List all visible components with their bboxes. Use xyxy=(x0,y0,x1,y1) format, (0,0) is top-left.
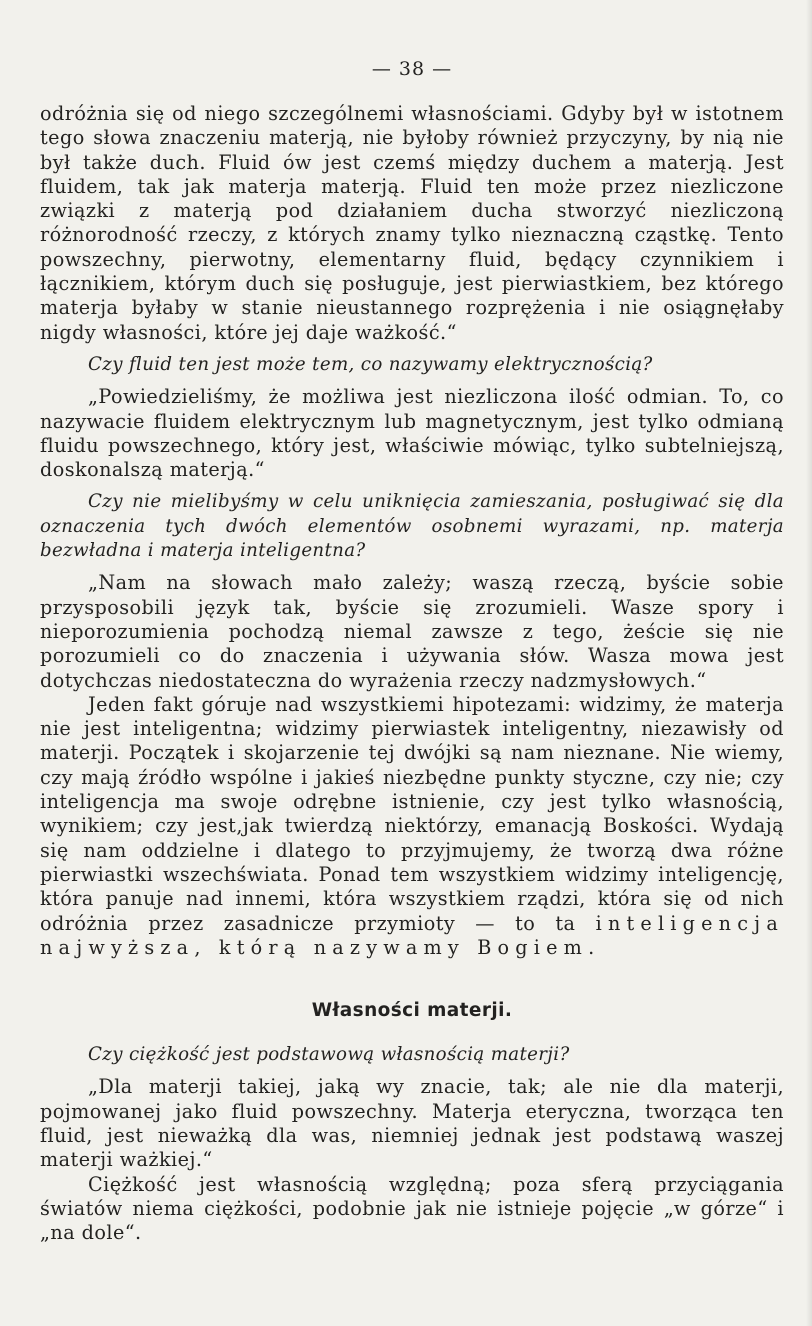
paragraph-hypotheses-spaced: inteligencja najwyższa, którą nazywamy Bogiem. xyxy=(40,911,784,959)
question-terms: Czy nie mielibyśmy w celu uniknięcia zamieszania, posługiwać się dla oznaczenia tych dwóch elementów osobnemi wyrazami, np. materja bezwładna i materja inteligentna? xyxy=(40,491,784,562)
question-electricity: Czy fluid ten jest może tem, co nazywamy elektrycznością? xyxy=(88,353,653,375)
paragraph-continuation: odróżnia się od niego szczególnemi własnościami. Gdyby był w istotnem tego słowa znaczeniu materją, nie byłoby również przyczyny, by nią nie był także duch. Fluid ów jest czemś między duchem a materją. Jest fluidem, tak jak materja materją. Fluid ten może przez niezliczone związki z materją pod działaniem ducha stworzyć niezliczoną różnorodność rzeczy, z których znamy tylko nieznaczną cząstkę. Tento powszechny, pierwotny, elementarny fluid, będący czynnikiem i łącznikiem, którym duch się posługuje, jest pierwiastkiem, bez którego materja byłaby w stanie nieustannego rozprężenia i nie osiągnęłaby nigdy własności, które jej daje ważkość.“ xyxy=(40,102,784,344)
question-gravity: Czy ciężkość jest podstawową własnością materji? xyxy=(88,1044,570,1066)
answer-gravity: „Dla materji takiej, jaką wy znacie, tak; ale nie dla materji, pojmowanej jako fluid powszechny. Materja eteryczna, tworząca ten fluid, jest nieważką dla was, niemniej jednak jest podstawą waszej materji ważkiej.“ xyxy=(40,1075,784,1172)
page-number: — 38 — xyxy=(371,58,453,80)
paragraph-hypotheses-main: Jeden fakt góruje nad wszystkiemi hipotezami: widzimy, że materja nie jest inteligentna; widzimy pierwiastek inteligentny, niezawisły od materji. Początek i skojarzenie tej dwójki są nam nieznane. Nie wiemy, czy mają źródło wspólne i jakieś niezbędne punkty styczne, czy nie; czy inteligencja ma swoje odrębne istnienie, czy jest tylko własnością, wynikiem; czy jest,jak twierdzą niektórzy, emanacją Boskości. Wydają się nam oddzielne i dlatego to przyjmujemy, że tworzą dwa różne pierwiastki wszechświata. Ponad tem wszystkiem widzimy inteligencję, która panuje nad innemi, która wszystkiem rządzi, która się od nich odróżnia przez zasadnicze przymioty — to ta xyxy=(40,692,784,935)
answer-fluid-varieties: „Powiedzieliśmy, że możliwa jest niezliczona ilość odmian. To, co nazywacie fluidem elektrycznym lub magnetycznym, jest tylko odmianą fluidu powszechnego, który jest, właściwie mówiąc, tylko subtelniejszą, doskonalszą materją.“ xyxy=(40,385,784,482)
page-edge-shadow xyxy=(806,0,812,1326)
paragraph-relative-gravity: Ciężkość jest własnością względną; poza sferą przyciągania światów niema ciężkości, podobnie jak nie istnieje pojęcie „w górze“ i „na dole“. xyxy=(40,1172,784,1245)
section-heading: Własności materji. xyxy=(311,1000,513,1022)
answer-words: „Nam na słowach mało zależy; waszą rzeczą, byście sobie przysposobili język tak, byście się zrozumieli. Wasze spory i nieporozumienia pochodzą niemal zawsze z tego, żeście się nie porozumieli co do znaczenia i używania słów. Wasza mowa jest dotychczas niedostateczna do wyrażenia rzeczy nadzmysłowych.“ xyxy=(40,571,784,692)
paragraph-hypotheses xyxy=(40,693,784,960)
